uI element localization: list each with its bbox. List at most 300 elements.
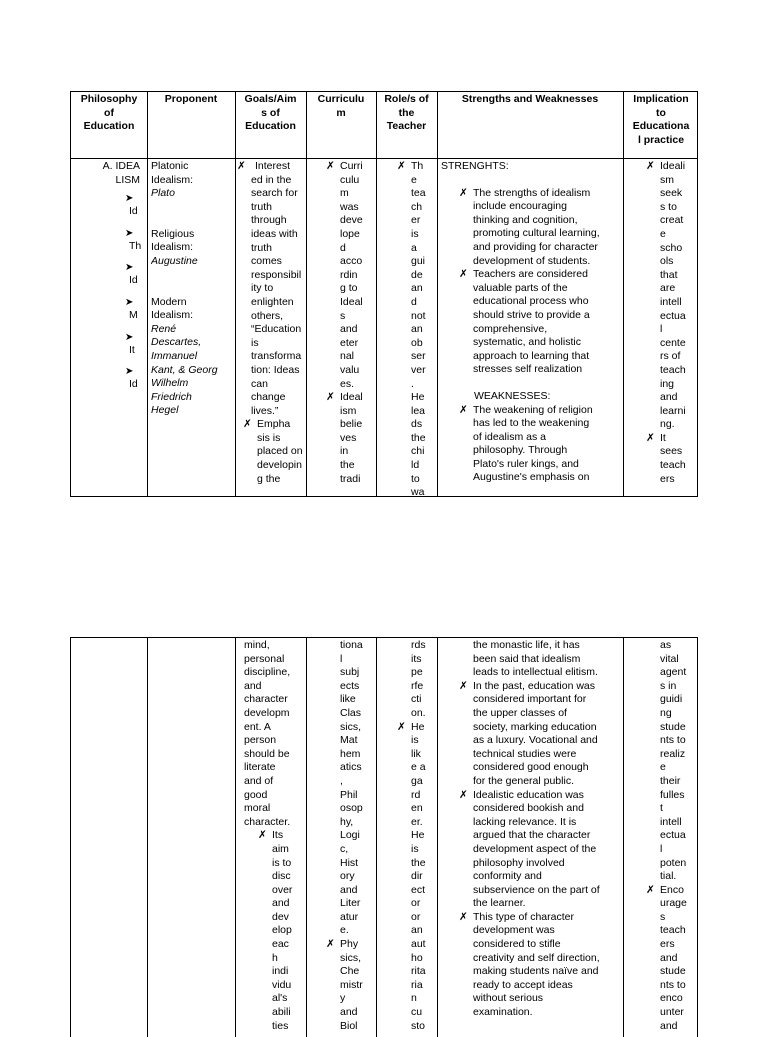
text-line: a — [411, 241, 417, 254]
text-line: realiz — [660, 747, 686, 760]
text-line: rd — [411, 788, 421, 801]
text-line: moral — [244, 802, 271, 815]
header-philosophy — [72, 93, 146, 134]
text-line: d — [340, 241, 346, 254]
header-goals — [236, 93, 305, 134]
text-line: tion: Ideas — [251, 363, 300, 376]
arrow-bullet-label: M — [129, 308, 138, 321]
text-line: deve — [340, 214, 363, 227]
text-line: eac — [272, 938, 289, 951]
text-line: ready to accept ideas — [473, 978, 573, 991]
text-line: Strengths and Weaknesses — [461, 93, 599, 105]
text-line: Augustine's emphasis on — [473, 471, 590, 484]
implication-bullet-3 — [646, 884, 698, 1029]
text-line: Philosophy — [80, 93, 138, 105]
text-line: ity to — [251, 282, 274, 295]
text-line: urage — [660, 897, 687, 910]
text-line: l — [660, 323, 663, 336]
text-line: an — [411, 282, 423, 295]
text-line: He — [411, 829, 425, 842]
text-line: stude — [660, 720, 686, 733]
text-line: ga — [411, 774, 423, 787]
text-line: intell — [660, 815, 682, 828]
text-line: eter — [340, 336, 359, 349]
text-line: lacking relevance. It is — [473, 815, 577, 828]
text-line: elop — [272, 924, 292, 937]
goals-bullet-3 — [244, 829, 306, 1029]
text-line: es. — [340, 377, 355, 390]
text-line: It — [660, 431, 666, 444]
strength-item — [441, 187, 623, 269]
text-line: rfe — [411, 679, 424, 692]
text-line: Immanuel — [151, 349, 198, 362]
text-line: aim — [272, 842, 289, 855]
text-line: an — [411, 924, 423, 937]
curriculum-bullet-3 — [326, 938, 376, 1029]
text-line: and — [660, 1019, 678, 1029]
text-line: The strengths of idealism — [473, 186, 591, 199]
text-line: of — [104, 106, 114, 119]
text-line: Hegel — [151, 404, 179, 417]
text-line: Che — [340, 965, 360, 978]
text-line: like — [340, 693, 356, 706]
philosophy-table-page-2 — [70, 637, 698, 1037]
text-line: He — [411, 720, 425, 733]
text-line: dev — [272, 910, 289, 923]
text-line: ers — [660, 938, 675, 951]
text-line: intell — [660, 295, 682, 308]
text-line: their — [660, 774, 681, 787]
cross-icon: ✗ — [459, 679, 468, 692]
text-line: ers — [660, 472, 675, 485]
text-line: truth — [251, 241, 273, 254]
text-line: development aspect of the — [473, 842, 597, 855]
text-line: been said that idealism — [473, 652, 581, 665]
text-line: include encouraging — [473, 200, 567, 213]
cross-icon: ✗ — [459, 788, 468, 801]
text-line: sees — [660, 445, 683, 458]
text-line: ed in the — [251, 173, 292, 186]
text-line: Education — [245, 120, 296, 133]
text-line: m — [336, 106, 346, 119]
text-line: to — [411, 472, 420, 485]
text-line: er — [411, 214, 421, 227]
text-line: and — [340, 1006, 358, 1019]
text-line: ng. — [660, 418, 675, 431]
cross-icon: ✗ — [243, 418, 252, 431]
text-line: Augustine — [151, 254, 198, 267]
text-line: ser — [411, 350, 426, 363]
goals-bullet-2 — [237, 418, 305, 486]
text-line: Modern — [151, 295, 187, 308]
arrow-bullet-item — [125, 262, 146, 288]
curriculum-cell — [326, 160, 376, 496]
text-line: poten — [660, 856, 687, 869]
text-line: is — [411, 842, 419, 855]
text-line: considered important for — [473, 693, 587, 706]
text-line: good — [244, 788, 268, 801]
text-line: ves — [340, 431, 357, 444]
text-line: is — [411, 734, 419, 747]
text-line: and — [244, 679, 262, 692]
header-implication — [624, 93, 698, 147]
text-line: its — [411, 652, 422, 665]
text-line: Biol — [340, 1019, 358, 1029]
weakness-item — [441, 404, 623, 486]
text-line: for the general public. — [473, 774, 574, 787]
text-line: promoting cultural learning, — [473, 227, 600, 240]
text-line: s in — [660, 679, 677, 692]
text-line: society, marking education — [473, 720, 597, 733]
text-line: considered good enough — [473, 761, 589, 774]
text-line: e — [660, 761, 666, 774]
text-line: developm — [244, 706, 290, 719]
text-line: philosophy. Through — [473, 444, 568, 457]
text-line: is to — [272, 856, 292, 869]
header-role — [377, 93, 436, 134]
philosophy-table-page-1 — [70, 91, 698, 497]
text-line: sis is — [257, 431, 281, 444]
text-line: the upper classes of — [473, 706, 567, 719]
text-line: c, — [340, 842, 349, 855]
text-line: Clas — [340, 706, 362, 719]
text-line: Teachers are considered — [473, 268, 588, 281]
text-line: vidu — [272, 978, 292, 991]
text-line: s to — [660, 200, 677, 213]
text-line: leads to intellectual elitism. — [473, 666, 598, 679]
text-line: Liter — [340, 897, 361, 910]
arrow-bullet-item — [125, 332, 146, 358]
text-line: Platonic — [151, 160, 189, 172]
text-line: disc — [272, 870, 291, 883]
text-line: sics, — [340, 720, 361, 733]
text-line: ties — [272, 1019, 289, 1029]
text-line: fulles — [660, 788, 685, 801]
proponent-religious — [151, 228, 235, 269]
text-line: conformity and — [473, 870, 542, 883]
text-line: should strive to provide a — [473, 308, 590, 321]
text-line: Education — [83, 120, 135, 133]
text-line: sto — [411, 1019, 426, 1029]
role-bullet-1 — [397, 160, 437, 496]
text-line: indi — [272, 965, 289, 978]
text-line: ds — [411, 418, 423, 431]
text-line: Implication — [633, 93, 689, 105]
text-line: l — [340, 652, 343, 665]
text-line: osop — [340, 802, 363, 815]
text-line: dir — [411, 870, 423, 883]
text-line: Idealistic education was — [473, 788, 584, 801]
text-line: others, — [251, 309, 284, 322]
text-line: has led to the weakening — [473, 417, 590, 430]
proponent-modern — [151, 296, 235, 418]
text-line: the — [411, 431, 426, 444]
philosophy-title — [72, 160, 146, 187]
strength-item — [441, 268, 623, 377]
header-strengths — [438, 93, 622, 107]
arrow-bullet-icon: ➤ — [125, 331, 134, 343]
arrow-bullet-icon: ➤ — [125, 193, 134, 205]
role-cell-continued — [397, 639, 437, 1029]
text-line: belie — [340, 418, 363, 431]
text-line: Idealism: — [151, 241, 194, 254]
text-line: teach — [660, 459, 686, 472]
text-line: m — [340, 187, 349, 200]
text-line: without serious — [473, 992, 544, 1005]
text-line: ria — [411, 978, 423, 991]
text-line: creat — [660, 214, 684, 227]
text-line: Wilhelm — [151, 377, 189, 390]
text-line: e. — [340, 924, 349, 937]
cross-icon: ✗ — [646, 160, 655, 172]
text-line: ld — [411, 459, 420, 472]
text-line: d — [411, 295, 417, 308]
text-line: truth — [251, 200, 273, 213]
proponent-platonic — [151, 160, 235, 201]
text-line: Logi — [340, 829, 360, 842]
cross-icon: ✗ — [397, 720, 406, 733]
text-line: Empha — [257, 418, 291, 431]
text-line: Plato's ruler kings, and — [473, 457, 579, 470]
text-line: cente — [660, 336, 686, 349]
text-line: hem — [340, 747, 361, 760]
text-line: Phil — [340, 788, 358, 801]
text-line: Plato — [151, 187, 175, 200]
header-proponent — [148, 93, 234, 107]
text-line: lives.” — [251, 404, 279, 417]
text-line: the monastic life, it has — [473, 639, 580, 651]
text-line: Descartes, — [151, 336, 202, 349]
text-line: unter — [660, 1006, 684, 1019]
text-line: learni — [660, 404, 686, 417]
text-line: stude — [660, 965, 686, 978]
text-line: educational process who — [473, 295, 589, 308]
goals-bullet-1 — [237, 160, 305, 418]
text-line: Religious — [151, 227, 195, 240]
text-line: thinking and cognition, — [473, 213, 578, 226]
text-line: through — [251, 214, 287, 227]
cross-icon: ✗ — [397, 160, 406, 172]
header-curriculum — [307, 93, 375, 120]
text-line: ect — [411, 883, 426, 896]
text-line: Ideali — [660, 160, 686, 172]
text-line: stresses self realization — [473, 363, 583, 376]
text-line: tradi — [340, 472, 361, 485]
text-line: personal — [244, 652, 285, 665]
text-line: that — [660, 268, 678, 281]
text-line: Curri — [340, 160, 363, 172]
curriculum-bullet-1 — [326, 160, 376, 391]
text-line: making students naïve and — [473, 965, 599, 978]
text-line: vital — [660, 652, 679, 665]
arrow-bullet-icon: ➤ — [125, 366, 134, 378]
strengths-weaknesses-cell — [441, 160, 623, 496]
text-line: rds — [411, 639, 426, 651]
role-bullet-2 — [397, 721, 437, 1029]
text-line: lea — [411, 404, 426, 417]
text-line: Ideal — [340, 391, 363, 404]
cross-icon: ✗ — [258, 829, 267, 842]
cross-icon: ✗ — [326, 160, 335, 172]
curriculum-bullet-2 — [326, 391, 376, 486]
text-line: argued that the character — [473, 829, 591, 842]
text-line: character — [244, 693, 288, 706]
text-line: development was — [473, 924, 555, 937]
arrow-bullet-label: Id — [129, 205, 138, 218]
text-line: discipline, — [244, 666, 291, 679]
text-line: responsibil — [251, 268, 302, 281]
text-line: placed on — [257, 445, 303, 458]
text-line: Kant, & Georg — [151, 363, 218, 376]
text-line: culu — [340, 173, 360, 186]
text-line: ects — [340, 679, 360, 692]
text-line: person — [244, 734, 277, 747]
text-line: , — [340, 774, 343, 787]
text-line: the — [340, 459, 355, 472]
text-line: cti — [411, 693, 422, 706]
cross-icon: ✗ — [459, 910, 468, 923]
text-line: He — [411, 391, 425, 404]
text-line: ols — [660, 255, 674, 268]
strengths-weaknesses-cell-continued — [459, 639, 623, 1029]
text-line: rita — [411, 965, 426, 978]
text-line: subservience on the part of — [473, 883, 600, 896]
text-line: mistr — [340, 978, 363, 991]
text-line: Curriculu — [317, 93, 365, 105]
text-line: Idealism: — [151, 309, 194, 322]
philosophy-bullets — [72, 193, 146, 392]
text-line: tiona — [340, 639, 363, 651]
text-line: Proponent — [164, 93, 218, 105]
text-line: Friedrich — [151, 390, 192, 403]
text-line: ent. A — [244, 720, 271, 733]
text-line: and — [660, 391, 678, 404]
text-line: is — [251, 336, 259, 349]
text-line: LISM — [115, 173, 140, 186]
text-line: ory — [340, 870, 355, 883]
text-line: as a luxury. Vocational and — [473, 734, 598, 747]
text-line: e — [411, 173, 417, 186]
text-line: over — [272, 883, 293, 896]
arrow-bullet-item — [125, 366, 146, 392]
cross-icon: ✗ — [459, 268, 468, 281]
text-line: change — [251, 391, 286, 404]
goals-cell — [237, 160, 305, 496]
text-line: Role/s of — [384, 93, 429, 105]
text-line: and providing for character — [473, 240, 598, 253]
weakness-item — [459, 680, 623, 789]
text-line: technical studies were — [473, 747, 577, 760]
text-line: approach to learning that — [473, 349, 590, 362]
philosophy-cell — [72, 160, 146, 496]
text-line: tial. — [660, 870, 677, 883]
text-line: A. IDEA — [102, 160, 140, 172]
text-line: aut — [411, 938, 426, 951]
text-line: ideas with — [251, 227, 298, 240]
text-line: search for — [251, 187, 298, 200]
text-line: Educationa — [632, 120, 690, 133]
cross-icon: ✗ — [459, 403, 468, 416]
text-line: hy, — [340, 815, 354, 828]
text-line: atics — [340, 761, 362, 774]
text-line: e a — [411, 761, 426, 774]
cross-icon: ✗ — [646, 883, 655, 896]
text-line: comprehensive, — [473, 322, 548, 335]
text-line: Idealism: — [151, 173, 194, 186]
arrow-bullet-icon: ➤ — [125, 262, 134, 274]
text-line: is — [411, 227, 419, 240]
cross-icon: ✗ — [326, 391, 335, 404]
text-line: not — [411, 309, 426, 322]
text-line: an — [411, 323, 423, 336]
text-line: ver — [411, 363, 426, 376]
text-line: valuable parts of the — [473, 281, 568, 294]
text-line: s — [340, 309, 346, 322]
curriculum-cell-continued — [326, 639, 376, 1029]
text-line: acco — [340, 255, 363, 268]
text-line: enco — [660, 992, 683, 1005]
text-line: n — [411, 992, 417, 1005]
arrow-bullet-item — [125, 297, 146, 323]
text-line: Hist — [340, 856, 359, 869]
text-line: transforma — [251, 350, 302, 363]
text-line: was — [340, 200, 359, 213]
text-line: s of — [261, 106, 280, 119]
text-line: tea — [411, 187, 426, 200]
text-line: development of students. — [473, 254, 591, 267]
text-line: the — [398, 106, 415, 119]
text-line: the — [411, 856, 426, 869]
text-line: Ideal — [340, 295, 363, 308]
text-line: developin — [257, 459, 302, 472]
text-line: lope — [340, 227, 360, 240]
text-line: systematic, and holistic — [473, 336, 581, 349]
implication-bullet-2 — [646, 432, 698, 486]
text-line: The weakening of religion — [473, 403, 593, 416]
text-line: ing — [660, 377, 675, 390]
arrow-bullet-item — [125, 193, 146, 219]
text-line: . — [411, 377, 414, 390]
text-line: g the — [257, 472, 281, 485]
cross-icon: ✗ — [646, 431, 655, 444]
text-line: valu — [340, 363, 360, 376]
text-line: literate — [244, 761, 276, 774]
text-line: creativity and self direction, — [473, 951, 600, 964]
text-line: l practice — [637, 133, 685, 146]
weaknesses-heading: WEAKNESSES: — [474, 389, 551, 402]
text-line: In the past, education was — [473, 679, 595, 692]
text-line: e — [660, 227, 666, 240]
text-line: subj — [340, 666, 360, 679]
text-line: or — [411, 897, 421, 910]
text-line: de — [411, 268, 423, 281]
proponent-cell — [151, 160, 235, 496]
text-line: and — [660, 951, 678, 964]
arrow-bullet-label: Id — [129, 274, 138, 287]
text-line: considered bookish and — [473, 802, 584, 815]
arrow-bullet-label: Th — [129, 239, 142, 252]
text-line: should be — [244, 747, 290, 760]
weakness-item — [459, 789, 623, 911]
text-line: or — [411, 910, 421, 923]
text-line: and — [340, 323, 358, 336]
text-line: rs of — [660, 350, 681, 363]
text-line: and — [272, 897, 290, 910]
text-line: mind, — [244, 639, 270, 651]
arrow-bullet-label: It — [129, 343, 135, 356]
implication-cell-continued — [646, 639, 698, 1029]
arrow-bullet-icon: ➤ — [125, 296, 134, 308]
